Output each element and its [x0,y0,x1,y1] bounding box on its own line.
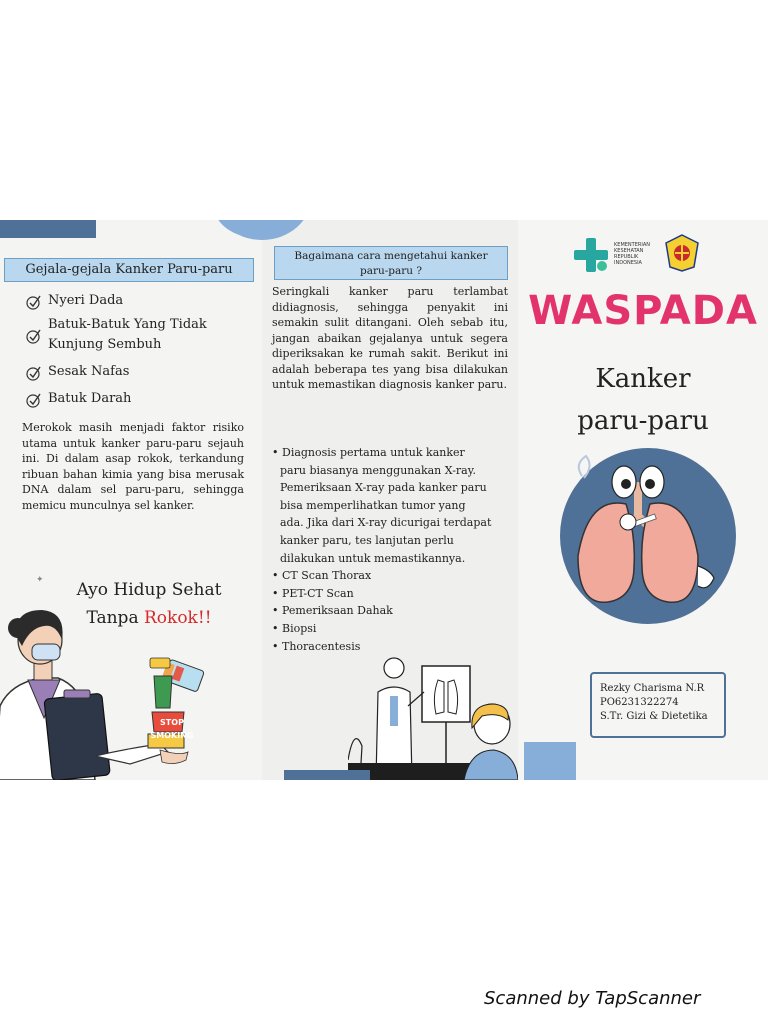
logo-text-line: KEMENTERIAN [614,242,650,248]
diagnosis-intro: Seringkali kanker paru terlambat didiagnosis, sehingga penyakit ini semakin sulit ditangani. Oleh sebab itu, jangan abaikan gejalanya untuk segera diperiksakan ke rumah sakit. Berikut ini adalah beberapa tes yang bisa dilakukan untuk memastikan diagnosis kanker paru. [272,285,508,391]
author-id: PO6231322274 [600,697,679,708]
slogan-prefix: Tanpa [86,608,144,628]
list-item-continued: dilakukan untuk memastikannya. [280,551,466,565]
list-item-continued: bisa memperlihatkan tumor yang [280,498,466,512]
test-item: • Thoracentesis [272,638,512,656]
smoking-lungs-character-illustration [538,446,754,626]
subtitle-line2: paru-paru [577,406,709,436]
small-star-icon: ✦ [36,575,44,585]
stop-sign-text-2: SMOKING [150,731,194,740]
stop-sign-text-1: STOP [160,718,184,727]
logo-text-line: INDONESIA [614,260,642,266]
author-program: S.Tr. Gizi & Dietetika [600,711,708,722]
symptoms-heading-text: Gejala-gejala Kanker Paru-paru [25,262,233,277]
check-icon [26,365,42,381]
slogan-highlight: Rokok!! [143,608,212,628]
diagnosis-heading [274,246,508,280]
top-bar-decoration [0,220,96,238]
test-item: • CT Scan Thorax [272,567,512,585]
symptom-item: Nyeri Dada [48,293,124,308]
slogan-line1: Ayo Hidup Sehat [76,580,222,600]
list-item-continued: Pemeriksaan X-ray pada kanker paru [280,481,487,495]
diagnosis-heading-line2: paru-paru ? [359,265,423,277]
logo-text-line: REPUBLIK [614,254,639,260]
kemenkes-logo-text [614,242,650,266]
list-item: • Diagnosis pertama untuk kanker [272,444,512,462]
brochure [0,220,768,780]
author-name: Rezky Charisma N.R [600,683,705,694]
subtitle-line1: Kanker [595,364,691,394]
check-icon [26,328,42,344]
symptom-item-continued: Kunjung Sembuh [48,337,162,352]
test-item: • Biopsi [272,620,512,638]
diagnosis-list [272,444,512,655]
symptom-item: Batuk-Batuk Yang Tidak [48,317,207,332]
check-icon [26,294,42,310]
smoking-risk-paragraph: Merokok masih menjadi faktor risiko utama untuk kanker paru-paru sejauh ini. Di dalam asap rokok, terkandung ribuan bahan kimia yang bisa merusak DNA dalam sel paru-paru, sehingga memicu munculnya sel kanker. [22,421,244,512]
symptoms-heading [4,258,254,282]
patient-illustration [458,698,518,780]
list-item-continued: kanker paru, tes lanjutan perlu [280,533,454,547]
logo-text-line: KESEHATAN [614,248,644,254]
bottom-bar-decoration [284,770,370,780]
bottom-block-decoration [524,742,576,780]
waspada-title: WASPADA [528,288,758,334]
scanner-watermark: Scanned by TapScanner [484,988,701,1009]
list-item-continued: paru biasanya menggunakan X-ray. [280,463,476,477]
list-item-continued: ada. Jika dari X-ray dicurigai terdapat [280,516,492,530]
panel-left [0,220,262,780]
panel-middle [262,220,518,780]
poltekkes-emblem-icon [662,233,702,273]
diagnosis-heading-line1: Bagaimana cara mengetahui kanker [294,250,488,262]
panel-right [518,220,768,780]
test-item: • Pemeriksaan Dahak [272,602,512,620]
stop-smoking-illustration [140,656,220,776]
symptom-item: Batuk Darah [48,391,132,406]
kemenkes-logo-icon [574,236,610,274]
test-item: • PET-CT Scan [272,585,512,603]
author-info-box [590,672,726,738]
symptom-item: Sesak Nafas [48,364,130,379]
check-icon [26,392,42,408]
